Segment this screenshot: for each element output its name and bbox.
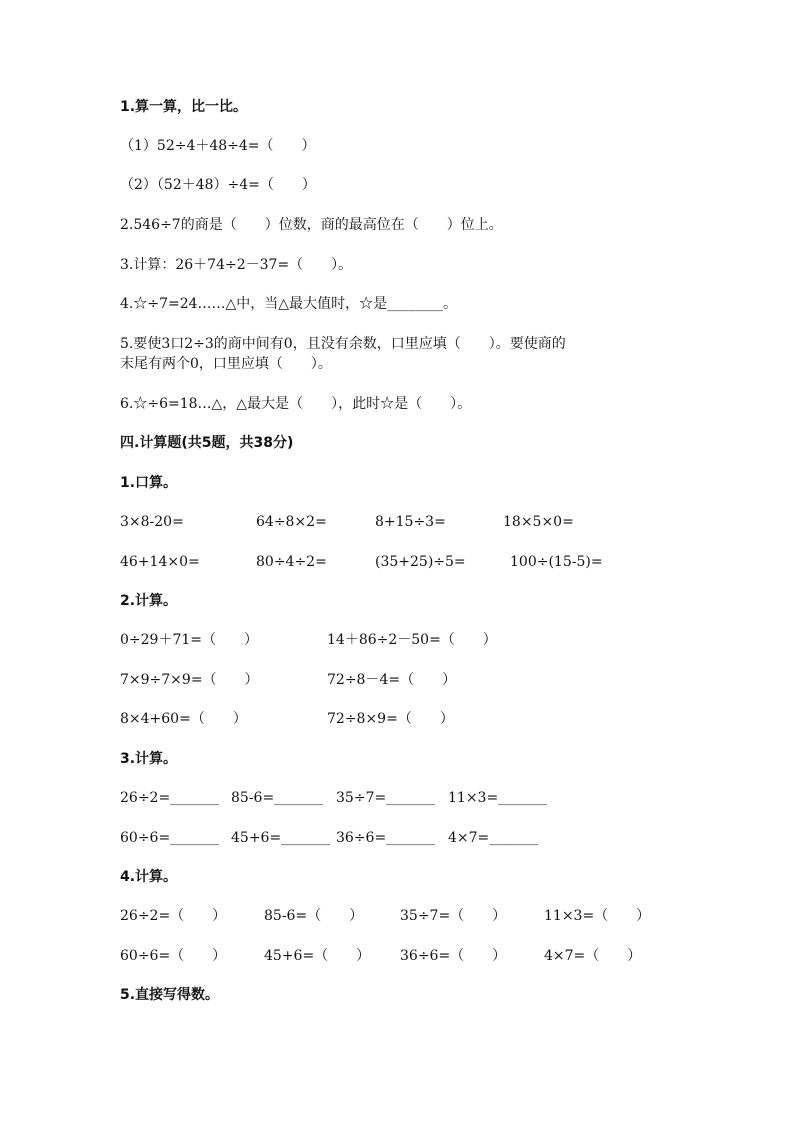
oral-calc-item: 3×8-20= <box>120 514 184 530</box>
section-four-heading: 四.计算题(共5题，共38分) <box>120 435 294 451</box>
calc3-item: 60÷6=_______ <box>120 830 220 846</box>
oral-calc-item: 64÷8×2= <box>256 514 327 530</box>
calc3-item: 35÷7=_______ <box>336 790 436 806</box>
calc3-item: 11×3=_______ <box>448 790 548 806</box>
q5-fill-line2: 末尾有两个0，口里应填（ ）。 <box>120 356 332 372</box>
q6-fill: 6.☆÷6=18…△，△最大是（ ），此时☆是（ ）。 <box>120 396 472 412</box>
calc2-item: 14＋86÷2－50=（ ） <box>327 632 497 648</box>
oral-calc-item: 8+15÷3= <box>375 514 446 530</box>
calc2-item: 7×9÷7×9=（ ） <box>120 672 259 688</box>
calc3-item: 4×7=_______ <box>448 830 539 846</box>
calc3-heading: 3.计算。 <box>120 751 178 767</box>
calc2-heading: 2.计算。 <box>120 593 178 609</box>
q2-fill: 2.546÷7的商是（ ）位数，商的最高位在（ ）位上。 <box>120 217 503 233</box>
oral-calc-item: 18×5×0= <box>503 514 574 530</box>
calc3-item: 36÷6=_______ <box>336 830 436 846</box>
oral-calc-item: 46+14×0= <box>120 554 200 570</box>
calc4-item: 26÷2=（ ） <box>120 908 227 924</box>
q1-heading: 1.算一算，比一比。 <box>120 99 248 115</box>
q1-part2: （2）（52＋48）÷4=（ ） <box>120 177 316 193</box>
calc4-item: 45+6=（ ） <box>264 948 371 964</box>
calc3-item: 26÷2=_______ <box>120 790 220 806</box>
calc2-item: 0÷29＋71=（ ） <box>120 632 258 648</box>
q1-part1: （1）52÷4＋48÷4=（ ） <box>120 138 316 154</box>
calc3-item: 85-6=_______ <box>231 790 324 806</box>
calc3-item: 45+6=_______ <box>231 830 331 846</box>
calc4-item: 4×7=（ ） <box>544 948 642 964</box>
calc4-item: 36÷6=（ ） <box>400 948 507 964</box>
oral-calc-item: 100÷(15-5)= <box>510 554 603 570</box>
q4-fill: 4.☆÷7=24……△中，当△最大值时，☆是________。 <box>120 296 458 312</box>
calc4-item: 11×3=（ ） <box>544 908 651 924</box>
calc4-item: 85-6=（ ） <box>264 908 364 924</box>
calc2-item: 72÷8×9=（ ） <box>327 711 454 727</box>
oral-calc-heading: 1.口算。 <box>120 475 178 491</box>
calc2-item: 8×4+60=（ ） <box>120 711 247 727</box>
oral-calc-item: 80÷4÷2= <box>256 554 327 570</box>
calc5-heading: 5.直接写得数。 <box>120 987 220 1003</box>
q3-fill: 3.计算：26＋74÷2－37=（ ）。 <box>120 257 353 273</box>
q5-fill-line1: 5.要使3口2÷3的商中间有0，且没有余数，口里应填（ ）。要使商的 <box>120 336 566 352</box>
calc4-item: 35÷7=（ ） <box>400 908 507 924</box>
oral-calc-item: (35+25)÷5= <box>375 554 466 570</box>
calc2-item: 72÷8－4=（ ） <box>327 672 457 688</box>
calc4-item: 60÷6=（ ） <box>120 948 227 964</box>
calc4-heading: 4.计算。 <box>120 869 178 885</box>
